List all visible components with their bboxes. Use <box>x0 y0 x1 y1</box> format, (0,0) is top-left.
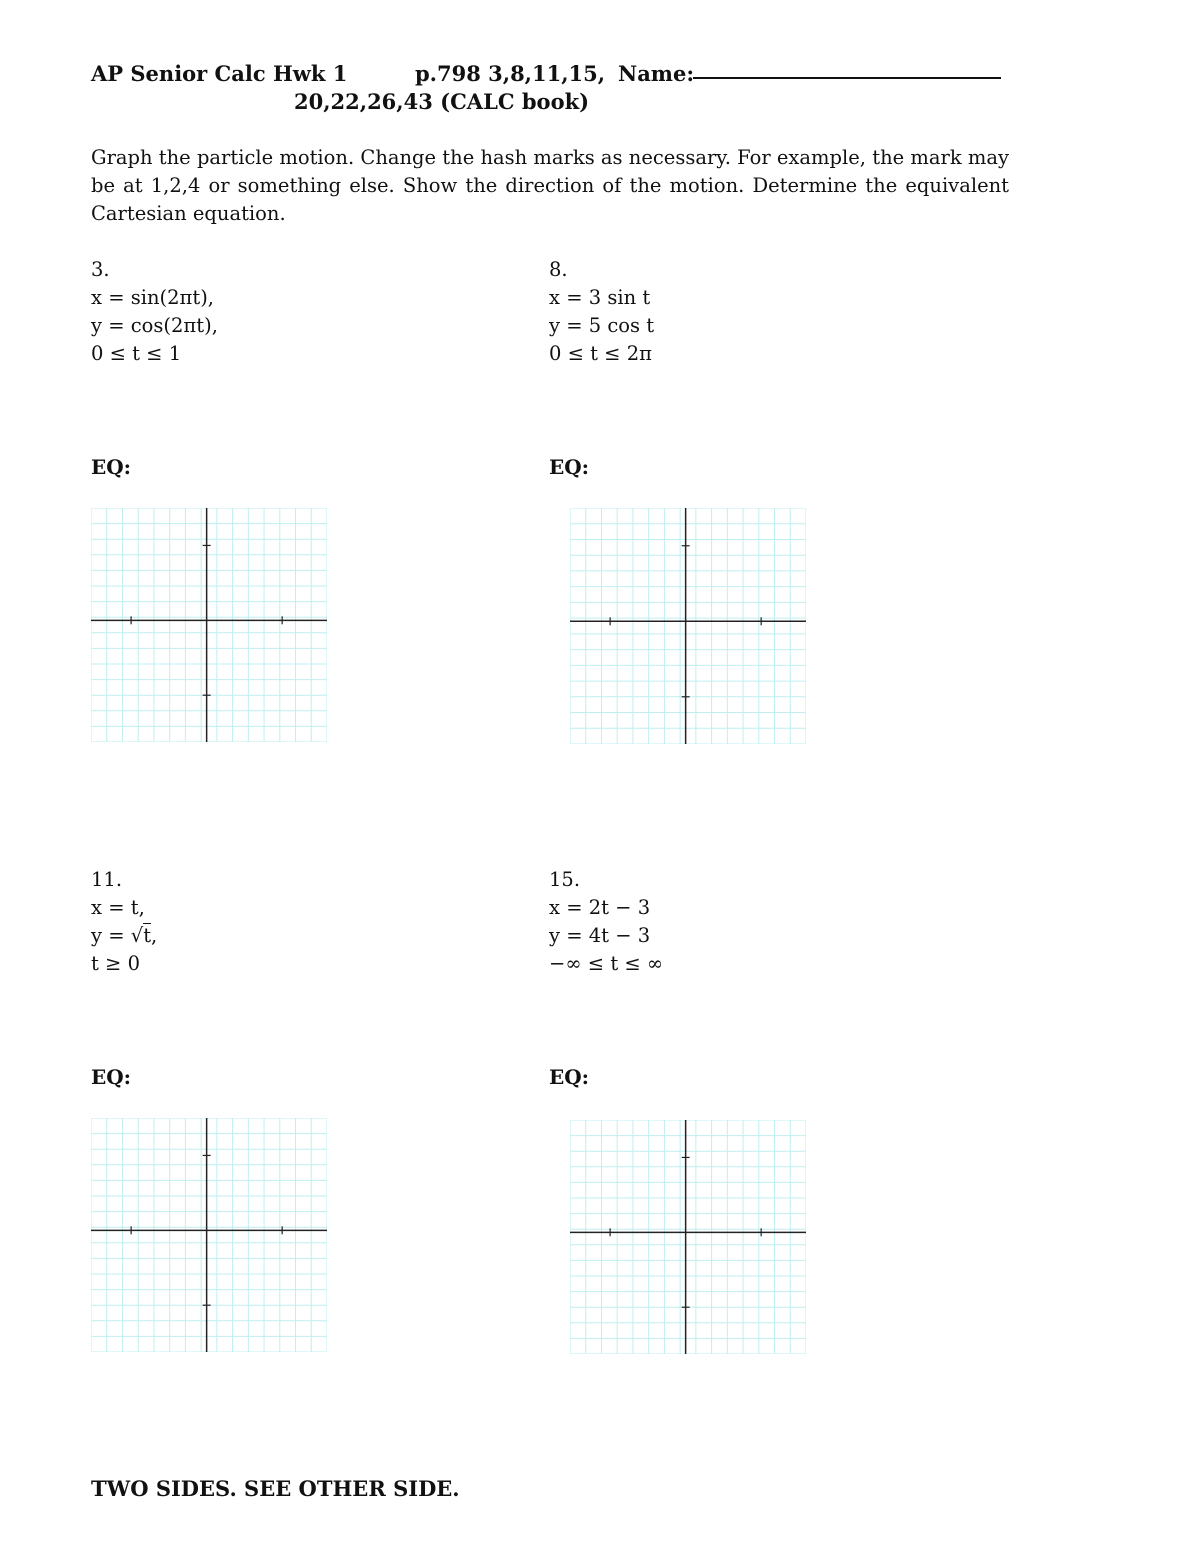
problem-3 <box>91 256 218 368</box>
instructions: Graph the particle motion. Change the hash marks as necessary. For example, the mark may be at 1,2,4 or something else. Show the direction of the motion. Determine the equivalent Cartesian equation. <box>91 146 1009 225</box>
assignment-pages-continued: 20,22,26,43 (CALC book) <box>294 89 590 114</box>
y-equation: y = cos(2πt), <box>91 314 218 337</box>
problem-number: 11. <box>91 868 123 891</box>
t-range: 0 ≤ t ≤ 1 <box>91 342 182 365</box>
name-field-line[interactable] <box>693 77 1001 79</box>
graph-grid-15[interactable] <box>570 1120 806 1354</box>
y-equation <box>91 922 157 950</box>
problem-number: 15. <box>549 868 581 891</box>
problem-number: 3. <box>91 258 110 281</box>
name-label: Name: <box>618 61 695 86</box>
eq-label-15: EQ: <box>549 1065 590 1089</box>
y-prefix: y = <box>91 924 131 947</box>
eq-label-3: EQ: <box>91 455 132 479</box>
x-equation: x = t, <box>91 896 145 919</box>
worksheet-title: AP Senior Calc Hwk 1 <box>91 61 348 86</box>
t-range: 0 ≤ t ≤ 2π <box>549 342 652 365</box>
eq-label-8: EQ: <box>549 455 590 479</box>
sqrt-radicand: t <box>143 924 152 947</box>
problem-number: 8. <box>549 258 568 281</box>
assignment-pages: p.798 3,8,11,15, <box>415 61 606 86</box>
problem-8 <box>549 256 654 368</box>
y-equation: y = 5 cos t <box>549 314 655 337</box>
problem-15 <box>549 866 663 978</box>
problem-11 <box>91 866 157 978</box>
footer-note: TWO SIDES. SEE OTHER SIDE. <box>91 1476 460 1501</box>
eq-label-11: EQ: <box>91 1065 132 1089</box>
sqrt-symbol: √ <box>130 924 144 947</box>
x-equation: x = 2t − 3 <box>549 896 651 919</box>
t-range: t ≥ 0 <box>91 952 140 975</box>
graph-grid-11[interactable] <box>91 1118 327 1352</box>
y-suffix: , <box>151 924 158 947</box>
graph-grid-8[interactable] <box>570 508 806 744</box>
graph-grid-3[interactable] <box>91 508 327 742</box>
x-equation: x = 3 sin t <box>549 286 651 309</box>
x-equation: x = sin(2πt), <box>91 286 215 309</box>
y-equation: y = 4t − 3 <box>549 924 651 947</box>
t-range: −∞ ≤ t ≤ ∞ <box>549 952 664 975</box>
